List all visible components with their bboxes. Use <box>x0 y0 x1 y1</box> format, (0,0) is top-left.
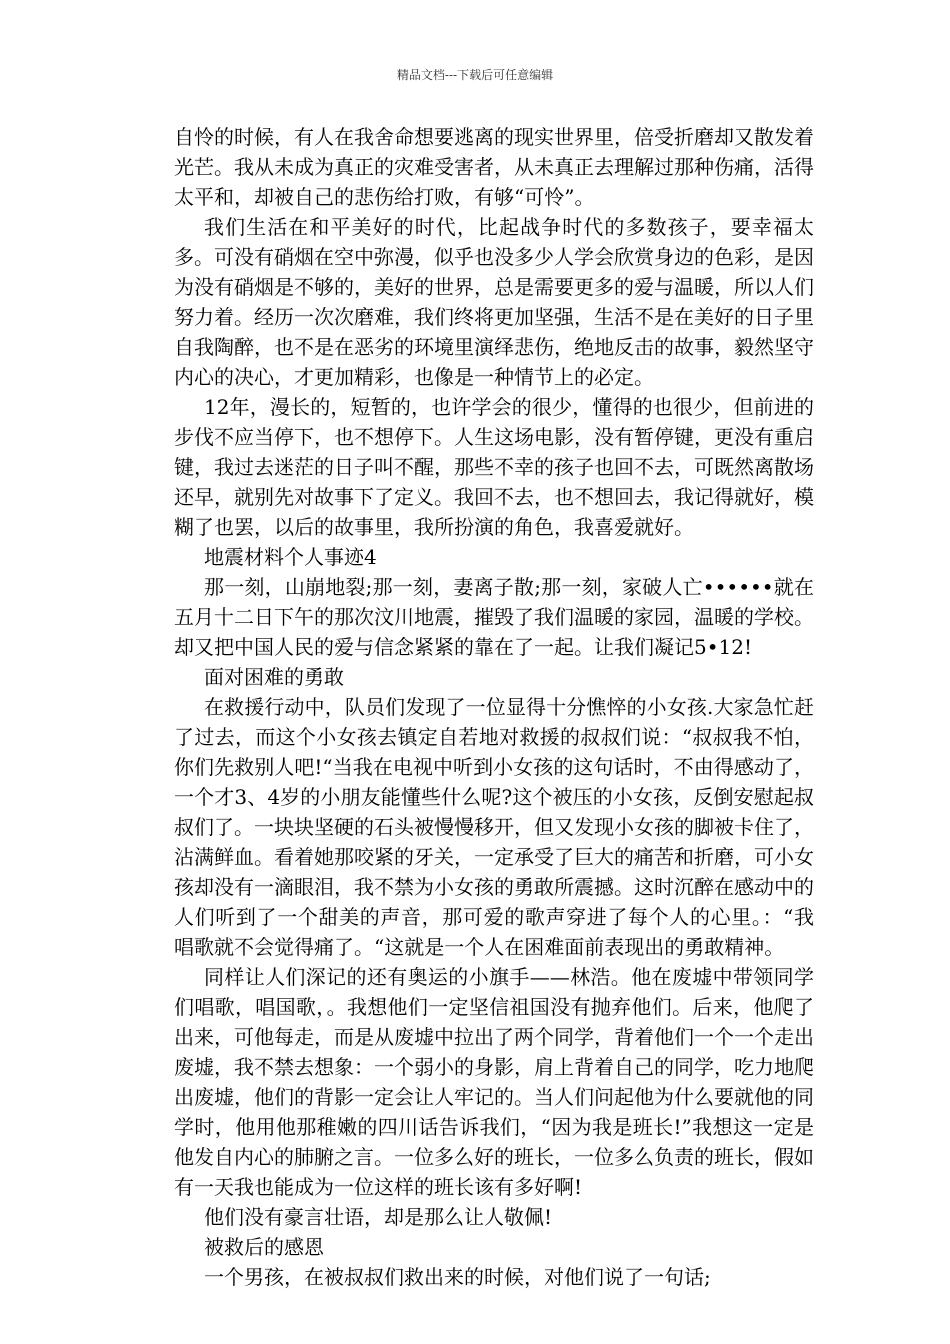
section-heading-courage: 面对困难的勇敢 <box>204 665 344 689</box>
paragraph-admiration: 他们没有豪言壮语，却是那么让人敬佩! <box>204 1205 553 1229</box>
paragraph-little-girl: 在救援行动中，队员们发现了一位显得十分憔悴的小女孩.大家急忙赶了过去，而这个小女孩去镇定自若地对救援的叔叔们说：“叔叔我不怕，你们先救别人吧!“当我在电视中听到小女孩的这句话时，不由得感动了，一个才3、4岁的小朋友能懂些什么呢?这个被压的小女孩，反倒安慰起叔叔们了。一块块坚硬的石头被慢慢移开，但又发现小女孩的脚被卡住了，沾满鲜血。看着她那咬紧的牙关，一定承受了巨大的痛苦和折磨，可小女孩却没有一滴眼泪，我不禁为小女孩的勇敢所震撼。这时沉醉在感动中的人们听到了一个甜美的声音，那可爱的歌声穿进了每个人的心里。：“我唱歌就不会觉得痛了。“这就是一个人在困难面前表现出的勇敢精神。 <box>174 695 814 959</box>
section-heading-earthquake-4: 地震材料个人事迹4 <box>204 545 377 569</box>
section-heading-gratitude: 被救后的感恩 <box>204 1235 324 1259</box>
paragraph-self-pity: 自怜的时候，有人在我舍命想要逃离的现实世界里，倍受折磨却又散发着光芒。我从未成为真正的灾难受害者，从未真正去理解过那种伤痛，活得太平和，却被自己的悲伤给打败，有够“可怜”。 <box>174 125 814 209</box>
paragraph-twelve-years: 12年，漫长的，短暂的，也许学会的很少，懂得的也很少，但前进的步伐不应当停下，也不想停下。人生这场电影，没有暂停键，更没有重启键，我过去迷茫的日子叫不醒，那些不幸的孩子也回不去，可既然离散场还早，就别先对故事下了定义。我回不去，也不想回去，我记得就好，模糊了也罢，以后的故事里，我所扮演的角色，我喜爱就好。 <box>174 395 814 539</box>
page-header: 精品文档---下载后可任意编辑 <box>396 68 554 82</box>
paragraph-that-moment: 那一刻，山崩地裂;那一刻，妻离子散;那一刻，家破人亡••••••就在五月十二日下午的那次汶川地震，摧毁了我们温暖的家园，温暖的学校。却又把中国人民的爱与信念紧紧的靠在了一起。让我们凝记5•12! <box>174 575 814 659</box>
document-body <box>174 122 814 1292</box>
paragraph-peaceful-era: 我们生活在和平美好的时代，比起战争时代的多数孩子，要幸福太多。可没有硝烟在空中弥漫，似乎也没多少人学会欣赏身边的色彩，是因为没有硝烟是不够的，美好的世界，总是需要更多的爱与温暖，所以人们努力着。经历一次次磨难，我们终将更加坚强，生活不是在美好的日子里自我陶醉，也不是在恶劣的环境里演绎悲伤，绝地反击的故事，毅然坚守内心的决心，才更加精彩，也像是一种情节上的必定。 <box>174 215 814 389</box>
paragraph-lin-hao: 同样让人们深记的还有奥运的小旗手——林浩。他在废墟中带领同学们唱歌，唱国歌，。我想他们一定坚信祖国没有抛弃他们。后来，他爬了出来，可他每走，而是从废墟中拉出了两个同学，背着他们一个一个走出废墟，我不禁去想象：一个弱小的身影，肩上背着自己的同学，吃力地爬出废墟，他们的背影一定会让人牢记的。当人们问起他为什么要就他的同学时，他用他那稚嫩的四川话告诉我们，“因为我是班长!”我想这一定是他发自内心的肺腑之言。一位多么好的班长，一位多么负责的班长，假如有一天我也能成为一位这样的班长该有多好啊! <box>174 965 814 1199</box>
paragraph-boy: 一个男孩，在被叔叔们救出来的时候，对他们说了一句话; <box>204 1265 711 1289</box>
